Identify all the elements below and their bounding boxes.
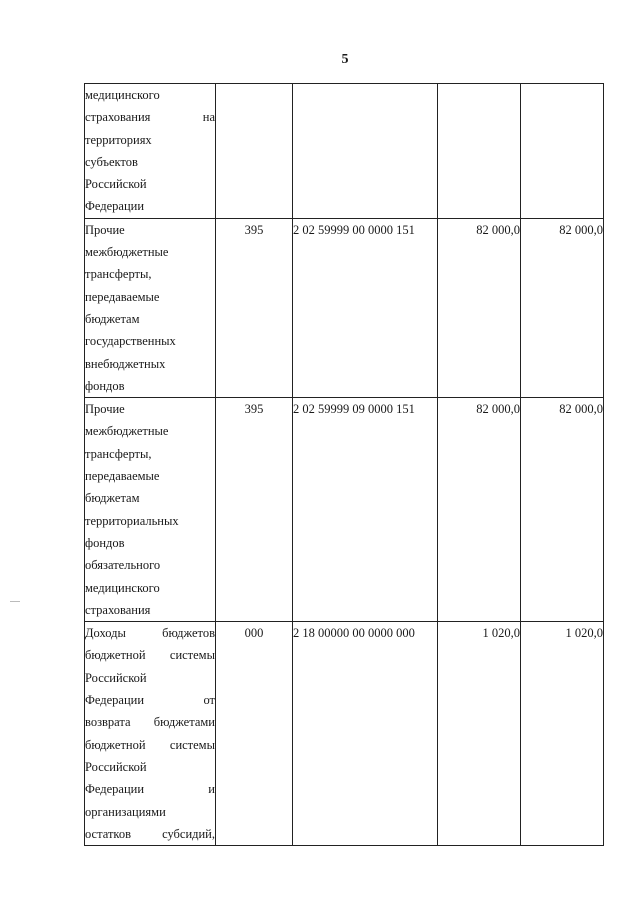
revenue-name-line: организациями xyxy=(85,804,166,819)
revenue-name-line: трансферты, xyxy=(85,267,152,282)
revenue-name-line xyxy=(85,778,215,800)
sum-plan-cell: 82 000,0 xyxy=(438,398,521,622)
revenue-name-line xyxy=(85,106,215,128)
table-body xyxy=(85,84,604,846)
sum-total-cell xyxy=(521,84,604,219)
table-row xyxy=(85,84,604,219)
revenue-name-word: бюджетной xyxy=(85,648,146,663)
revenue-name-word: на xyxy=(202,110,215,125)
revenue-name-line: субъектов xyxy=(85,154,138,169)
revenue-name-word: остатков xyxy=(85,826,132,841)
revenue-name-line: Прочие xyxy=(85,402,125,417)
revenue-name-line: бюджетам xyxy=(85,311,140,326)
revenue-name-word: бюджетной xyxy=(85,737,146,752)
table-row xyxy=(85,218,604,397)
page-number: 5 xyxy=(341,52,349,67)
revenue-name-word: системы xyxy=(169,737,215,752)
revenue-name-line: бюджетам xyxy=(85,491,140,506)
admin-code-cell xyxy=(216,84,293,219)
revenue-name-line xyxy=(85,823,215,845)
revenue-name-line: медицинского xyxy=(85,580,160,595)
revenue-name-word: бюджетов xyxy=(162,626,215,641)
revenue-name-line: государственных xyxy=(85,334,176,349)
revenue-name-word: от xyxy=(203,693,215,708)
revenue-name-line xyxy=(85,689,215,711)
table-row xyxy=(85,622,604,846)
revenue-name-line: межбюджетные xyxy=(85,424,169,439)
revenue-name-word: бюджетами xyxy=(153,715,215,730)
revenue-name-line: Российской xyxy=(85,759,147,774)
sum-plan-cell xyxy=(438,84,521,219)
admin-code-cell: 395 xyxy=(216,218,293,397)
admin-code-cell: 395 xyxy=(216,398,293,622)
revenue-name-line xyxy=(85,711,215,733)
revenue-name-word: субсидий, xyxy=(162,826,215,841)
kbk-code-cell xyxy=(293,84,438,219)
sum-plan-cell: 82 000,0 xyxy=(438,218,521,397)
revenue-name-cell xyxy=(85,398,216,622)
budget-revenue-table xyxy=(84,83,604,846)
revenue-name-line: передаваемые xyxy=(85,469,160,484)
revenue-name-word: Федерации xyxy=(85,782,145,797)
kbk-code-cell: 2 02 59999 09 0000 151 xyxy=(293,398,438,622)
revenue-name-word: и xyxy=(208,782,215,797)
sum-total-cell: 82 000,0 xyxy=(521,398,604,622)
revenue-name-line: территориальных xyxy=(85,513,179,528)
kbk-code-cell: 2 18 00000 00 0000 000 xyxy=(293,622,438,846)
sum-total-cell: 82 000,0 xyxy=(521,218,604,397)
revenue-name-line: обязательного xyxy=(85,558,161,573)
revenue-name-line: Российской xyxy=(85,177,147,192)
revenue-name-line: страхования xyxy=(85,602,151,617)
revenue-name-line: трансферты, xyxy=(85,446,152,461)
kbk-code-cell: 2 02 59999 00 0000 151 xyxy=(293,218,438,397)
sum-plan-cell: 1 020,0 xyxy=(438,622,521,846)
revenue-name-word: Доходы xyxy=(85,626,126,641)
revenue-name-line: территориях xyxy=(85,132,152,147)
revenue-name-line: внебюджетных xyxy=(85,356,166,371)
revenue-name-cell xyxy=(85,622,216,846)
revenue-name-line: фондов xyxy=(85,535,125,550)
revenue-name-cell xyxy=(85,218,216,397)
revenue-name-line: фондов xyxy=(85,378,125,393)
revenue-name-word: возврата xyxy=(85,715,131,730)
revenue-name-line: межбюджетные xyxy=(85,245,169,260)
revenue-name-line xyxy=(85,644,215,666)
revenue-name-word: страхования xyxy=(85,110,151,125)
revenue-name-line: Прочие xyxy=(85,222,125,237)
revenue-name-line: Федерации xyxy=(85,199,145,214)
sum-total-cell: 1 020,0 xyxy=(521,622,604,846)
table-row xyxy=(85,398,604,622)
revenue-name-cell xyxy=(85,84,216,219)
revenue-name-word: Федерации xyxy=(85,693,145,708)
revenue-name-line xyxy=(85,622,215,644)
revenue-name-word: системы xyxy=(169,648,215,663)
scan-mark xyxy=(10,601,20,602)
revenue-name-line: Российской xyxy=(85,670,147,685)
admin-code-cell: 000 xyxy=(216,622,293,846)
revenue-name-line: передаваемые xyxy=(85,289,160,304)
revenue-name-line: медицинского xyxy=(85,88,160,102)
revenue-name-line xyxy=(85,734,215,756)
